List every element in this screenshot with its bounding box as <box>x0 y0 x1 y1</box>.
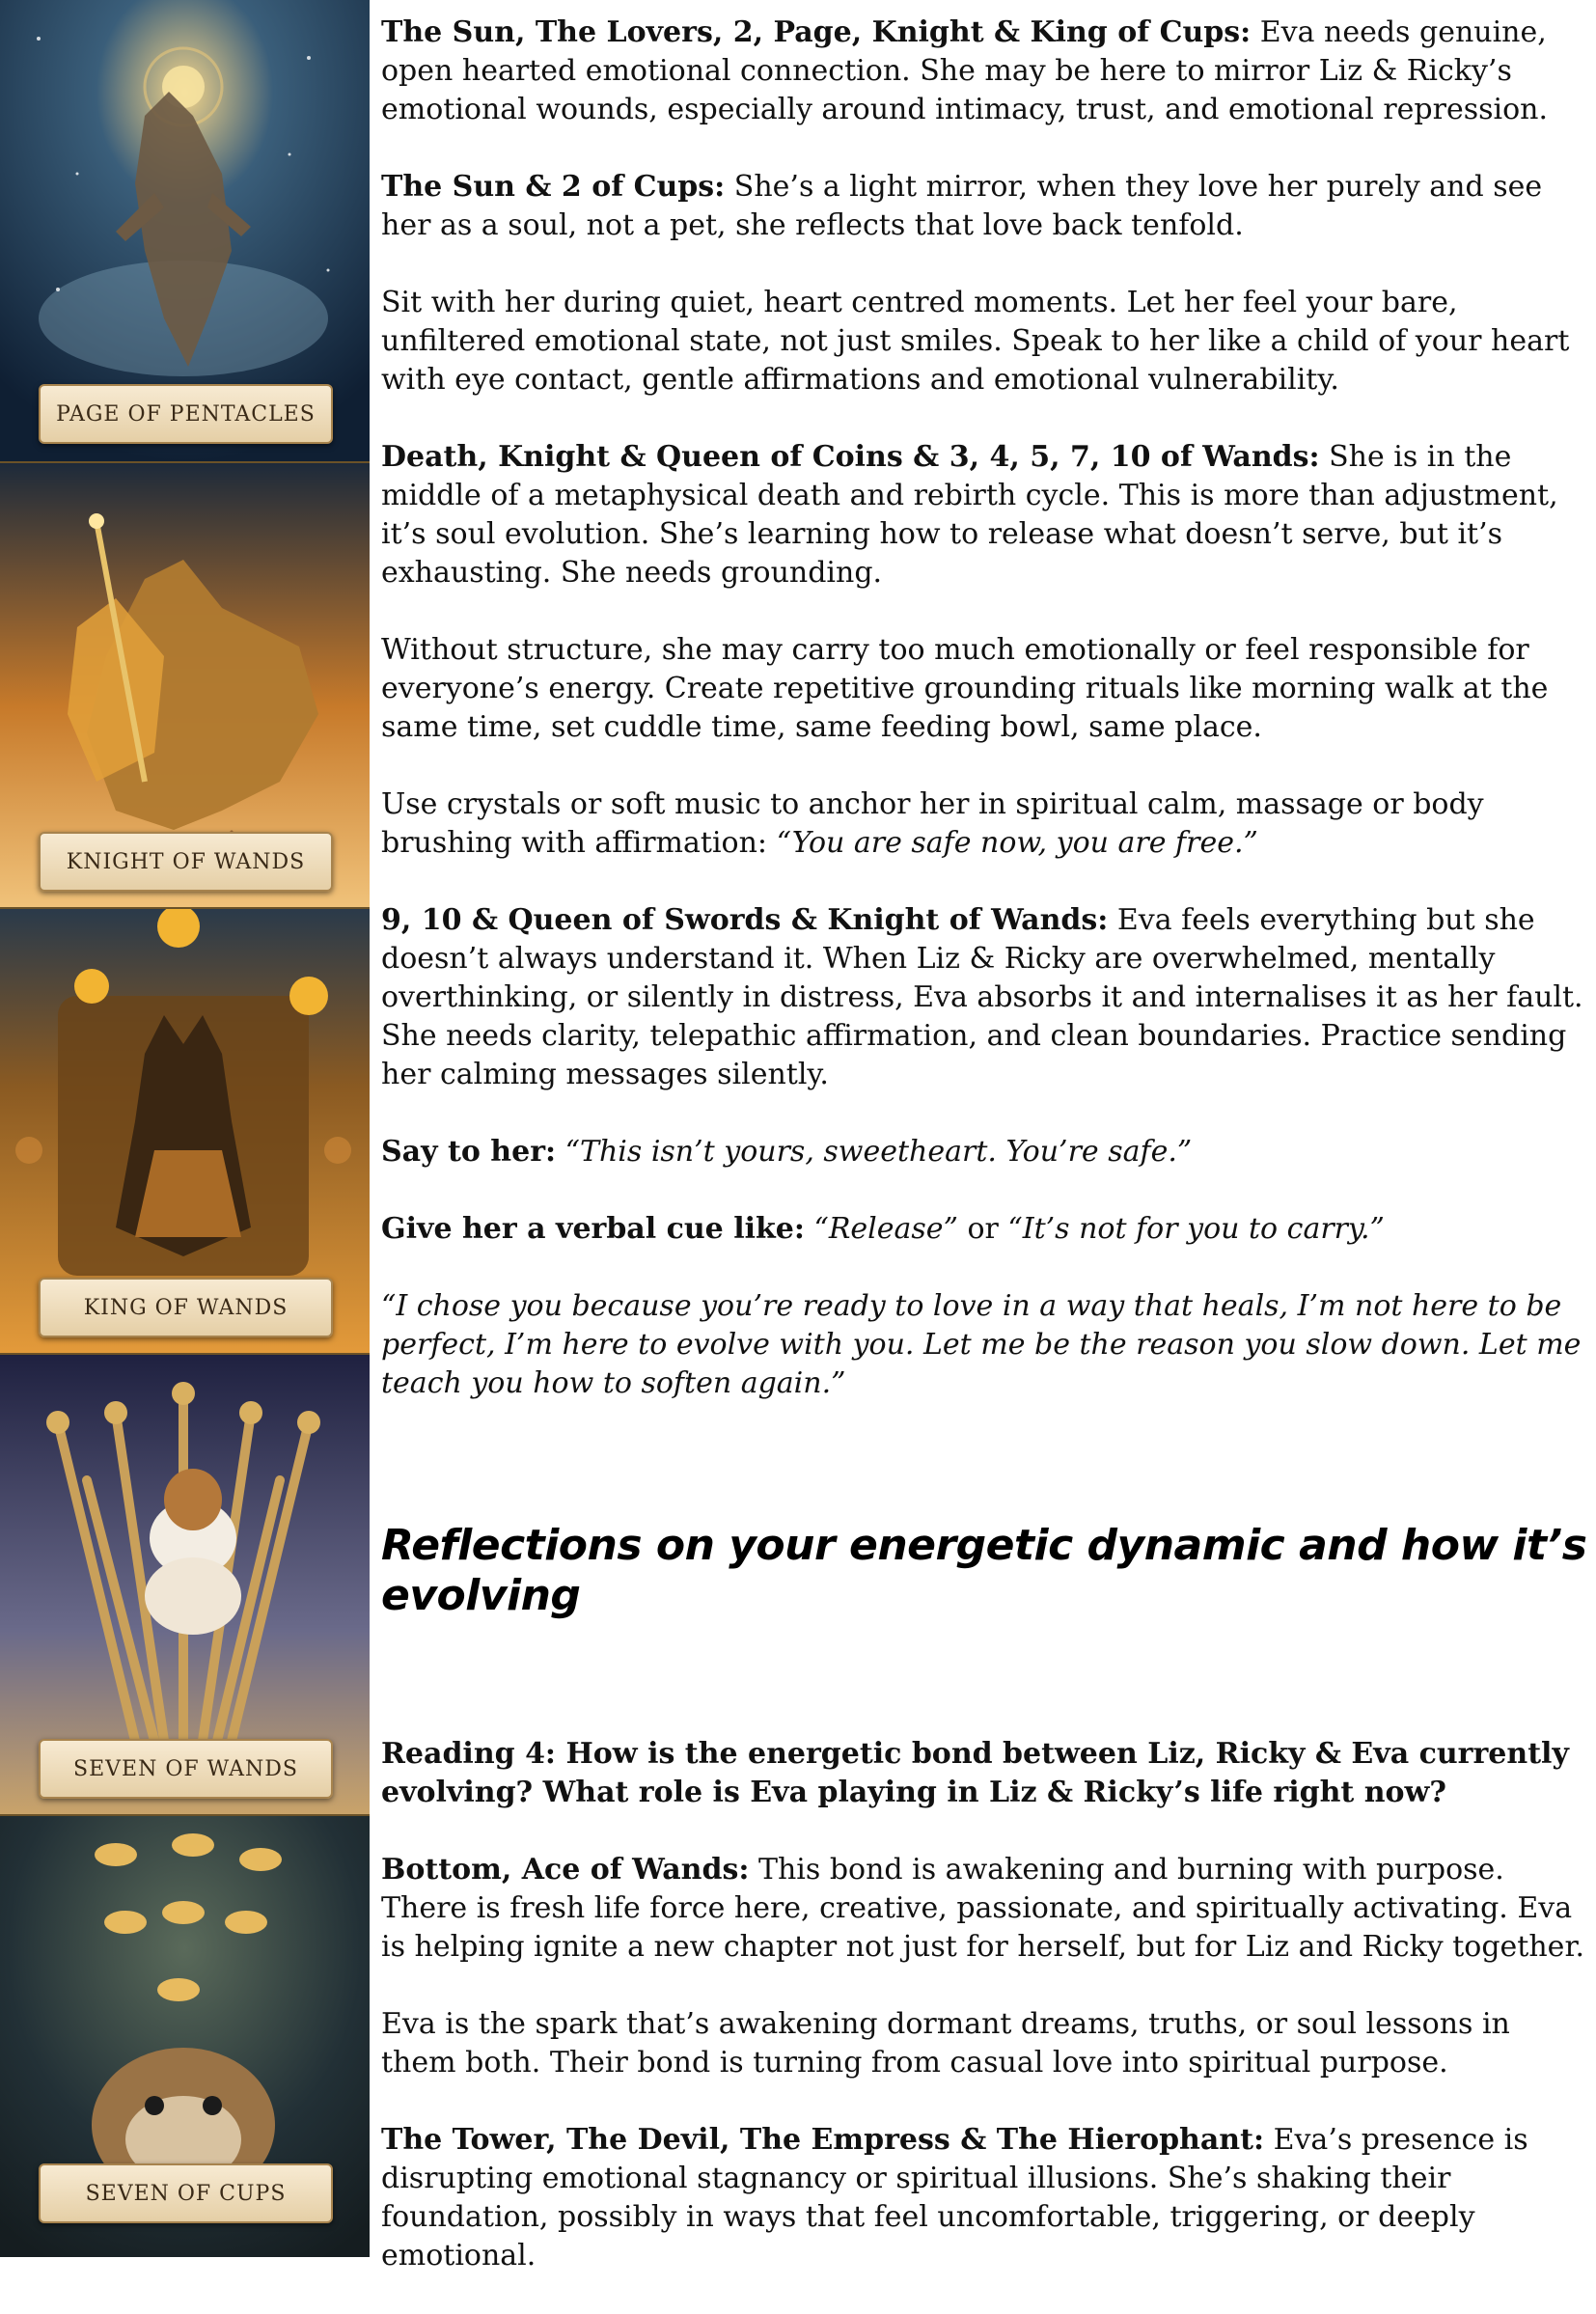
label-say-to-her: Say to her: <box>381 1135 557 1169</box>
paragraph-death-rebirth <box>381 438 1587 592</box>
cue-quote-release: “Release” <box>813 1212 958 1246</box>
cue-or: or <box>957 1212 1008 1246</box>
card-seven-of-wands <box>0 1355 370 1816</box>
paragraph-text: She’s a light mirror, when they love her purely and see her as a soul, not a pet, she reflects that love back tenfold. <box>381 170 1543 242</box>
affirmation-quote: “This isn’t yours, sweetheart. You’re safe.” <box>564 1135 1193 1169</box>
paragraph-tower-devil <box>381 2121 1587 2275</box>
card-label: SEVEN OF WANDS <box>39 1739 333 1799</box>
card-label: KING OF WANDS <box>39 1278 333 1337</box>
paragraph-structure <box>381 631 1587 747</box>
paragraph-text: Sit with her during quiet, heart centred moments. Let her feel your bare, unfiltered emotional state, not just smiles. Speak to her like a child of your heart with eye contact, gentle affirmations and emotional vulnerability. <box>381 286 1570 397</box>
paragraph-crystals <box>381 785 1587 863</box>
paragraph-text: She is in the middle of a metaphysical death and rebirth cycle. This is more than adjustment, it’s soul evolution. She’s learning how to release what doesn’t serve, but it’s exhausting. She needs grounding. <box>381 440 1558 590</box>
card-page-of-pentacles <box>0 0 370 463</box>
affirmation-quote: “You are safe now, you are free.” <box>776 826 1258 860</box>
paragraph-text: Eva needs genuine, open hearted emotional connection. She may be here to mirror Liz & Ricky’s emotional wounds, especially around intimacy, trust, and emotional repression. <box>381 15 1549 126</box>
paragraph-text: Eva’s presence is disrupting emotional stagnancy or spiritual illusions. She’s shaking their foundation, possibly in ways that feel uncomfortable, triggering, or deeply emotional. <box>381 2123 1528 2273</box>
reading-text <box>381 14 1587 2314</box>
card-king-of-wands <box>0 909 370 1355</box>
paragraph-text: Use crystals or soft music to anchor her in spiritual calm, massage or body brushing with affirmation: <box>381 787 1484 860</box>
card-label: SEVEN OF CUPS <box>39 2163 333 2223</box>
paragraph-sun-two-cups <box>381 168 1587 245</box>
question-text: Reading 4: How is the energetic bond between Liz, Ricky & Eva currently evolving? What role is Eva playing in Liz & Ricky’s life right now? <box>381 1737 1569 1809</box>
paragraph-eva-message <box>381 1287 1587 1403</box>
card-names: The Tower, The Devil, The Empress & The Hierophant: <box>381 2123 1265 2157</box>
card-names: Death, Knight & Queen of Coins & 3, 4, 5, 7, 10 of Wands: <box>381 440 1320 474</box>
card-knight-of-wands <box>0 463 370 909</box>
paragraph-swords <box>381 901 1587 1094</box>
paragraph-sit-with-her <box>381 284 1587 399</box>
paragraph-ace-of-wands <box>381 1851 1587 1967</box>
card-names: The Sun & 2 of Cups: <box>381 170 726 204</box>
section-heading: Reflections on your energetic dynamic and how it’s evolving <box>381 1521 1587 1620</box>
card-names: The Sun, The Lovers, 2, Page, Knight & King of Cups: <box>381 15 1252 49</box>
card-label: KNIGHT OF WANDS <box>39 832 333 892</box>
card-names: Bottom, Ace of Wands: <box>381 1853 750 1887</box>
cue-quote-carry: “It’s not for you to carry.” <box>1007 1212 1385 1246</box>
label-verbal-cue: Give her a verbal cue like: <box>381 1212 805 1246</box>
paragraph-text: This bond is awakening and burning with purpose. There is fresh life force here, creative, passionate, and spiritually activating. Eva is helping ignite a new chapter not just for herself, but for Liz and Ricky together. <box>381 1853 1585 1964</box>
paragraph-cups-reading <box>381 14 1587 129</box>
reading-question <box>381 1735 1587 1812</box>
tarot-card-column <box>0 0 370 2257</box>
card-label: PAGE OF PENTACLES <box>39 384 333 444</box>
card-names: 9, 10 & Queen of Swords & Knight of Wands: <box>381 903 1109 937</box>
paragraph-say-to-her <box>381 1133 1587 1171</box>
eva-quote: “I chose you because you’re ready to love in a way that heals, I’m not here to be perfect, I’m here to evolve with you. Let me be the reason you slow down. Let me teach you how to soften again.” <box>381 1289 1582 1400</box>
paragraph-spark <box>381 2005 1587 2082</box>
card-seven-of-cups <box>0 1816 370 2257</box>
paragraph-text: Without structure, she may carry too much emotionally or feel responsible for everyone’s energy. Create repetitive grounding rituals like morning walk at the same time, set cuddle time, same feeding bowl, same place. <box>381 633 1549 744</box>
paragraph-text: Eva feels everything but she doesn’t always understand it. When Liz & Ricky are overwhelmed, mentally overthinking, or silently in distress, Eva absorbs it and internalises it as her fault. She needs clarity, telepathic affirmation, and clean boundaries. Practice sending her calming messages silently. <box>381 903 1583 1091</box>
paragraph-verbal-cue <box>381 1210 1587 1249</box>
paragraph-text: Eva is the spark that’s awakening dormant dreams, truths, or soul lessons in them both. Their bond is turning from casual love into spiritual purpose. <box>381 2007 1510 2080</box>
